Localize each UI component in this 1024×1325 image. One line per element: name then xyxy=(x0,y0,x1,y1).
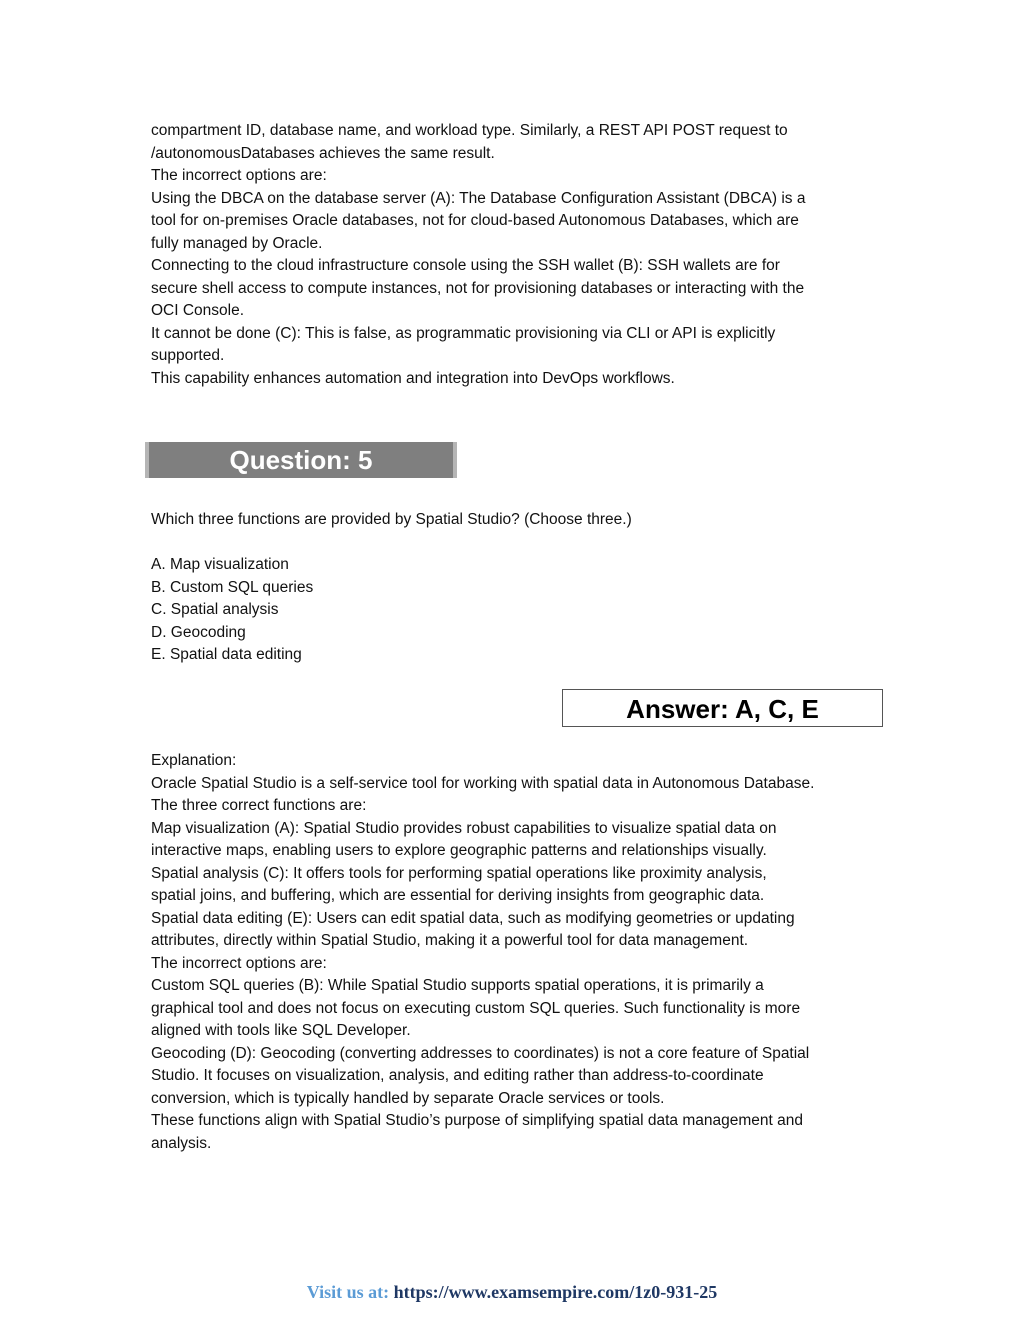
question-text: Which three functions are provided by Spatial Studio? (Choose three.) xyxy=(151,511,632,528)
text-line: /autonomousDatabases achieves the same result. xyxy=(151,144,495,162)
text-line: supported. xyxy=(151,347,225,364)
text-line: It cannot be done (C): This is false, as programmatic provisioning via CLI or API is explicitly xyxy=(151,324,776,342)
text-line: This capability enhances automation and integration into DevOps workflows. xyxy=(151,369,675,387)
question-banner xyxy=(145,442,457,478)
answer-options xyxy=(151,554,891,667)
option-d: D. Geocoding xyxy=(151,623,246,641)
footer xyxy=(0,1282,1024,1303)
footer-url-link[interactable]: https://www.examsempire.com/1z0-931-25 xyxy=(393,1282,718,1302)
text-line: compartment ID, database name, and workload type. Similarly, a REST API POST request to xyxy=(151,122,788,139)
option-b: B. Custom SQL queries xyxy=(151,578,314,596)
text-line: These functions align with Spatial Studio’s purpose of simplifying spatial data management and xyxy=(151,1112,803,1129)
text-line: Map visualization (A): Spatial Studio provides robust capabilities to visualize spatial data on xyxy=(151,819,777,837)
text-line: spatial joins, and buffering, which are essential for deriving insights from geographic data. xyxy=(151,887,765,904)
text-line: graphical tool and does not focus on executing custom SQL queries. Such functionality is more xyxy=(151,999,801,1017)
text-line: Connecting to the cloud infrastructure console using the SSH wallet (B): SSH wallets are for xyxy=(151,257,780,274)
answer-label: Answer: A, C, E xyxy=(626,694,819,724)
text-line: Geocoding (D): Geocoding (converting addresses to coordinates) is not a core feature of Spatial xyxy=(151,1044,810,1062)
text-line: Oracle Spatial Studio is a self-service tool for working with spatial data in Autonomous Database. xyxy=(151,774,815,792)
text-line: The incorrect options are: xyxy=(151,167,327,184)
text-line: fully managed by Oracle. xyxy=(151,234,323,252)
text-line: tool for on-premises Oracle databases, not for cloud-based Autonomous Databases, which are xyxy=(151,212,799,229)
text-line: Studio. It focuses on visualization, analysis, and editing rather than address-to-coordinate xyxy=(151,1067,764,1084)
text-line: Spatial data editing (E): Users can edit spatial data, such as modifying geometries or updating xyxy=(151,909,795,927)
text-line: conversion, which is typically handled by separate Oracle services or tools. xyxy=(151,1089,665,1107)
option-e: E. Spatial data editing xyxy=(151,646,302,663)
text-line: The incorrect options are: xyxy=(151,954,327,972)
text-line: secure shell access to compute instances, not for provisioning databases or interacting with the xyxy=(151,279,805,297)
option-a: A. Map visualization xyxy=(151,556,289,573)
text-line: The three correct functions are: xyxy=(151,797,367,814)
text-line: attributes, directly within Spatial Studio, making it a powerful tool for data management. xyxy=(151,932,749,949)
question-title: Question: 5 xyxy=(229,445,373,475)
question-stem xyxy=(151,509,891,532)
footer-visit-label: Visit us at: xyxy=(306,1282,390,1302)
previous-explanation xyxy=(151,120,891,390)
text-line: Using the DBCA on the database server (A): The Database Configuration Assistant (DBCA) is a xyxy=(151,189,806,207)
explanation-heading: Explanation: xyxy=(151,752,237,769)
text-line: interactive maps, enabling users to explore geographic patterns and relationships visually. xyxy=(151,842,767,859)
answer-box xyxy=(562,689,883,727)
text-line: Spatial analysis (C): It offers tools for performing spatial operations like proximity analysis, xyxy=(151,864,767,882)
option-c: C. Spatial analysis xyxy=(151,601,279,618)
text-line: OCI Console. xyxy=(151,302,245,319)
explanation xyxy=(151,750,891,1155)
text-line: Custom SQL queries (B): While Spatial Studio supports spatial operations, it is primarily a xyxy=(151,977,764,994)
text-line: aligned with tools like SQL Developer. xyxy=(151,1022,411,1039)
text-line: analysis. xyxy=(151,1134,212,1152)
